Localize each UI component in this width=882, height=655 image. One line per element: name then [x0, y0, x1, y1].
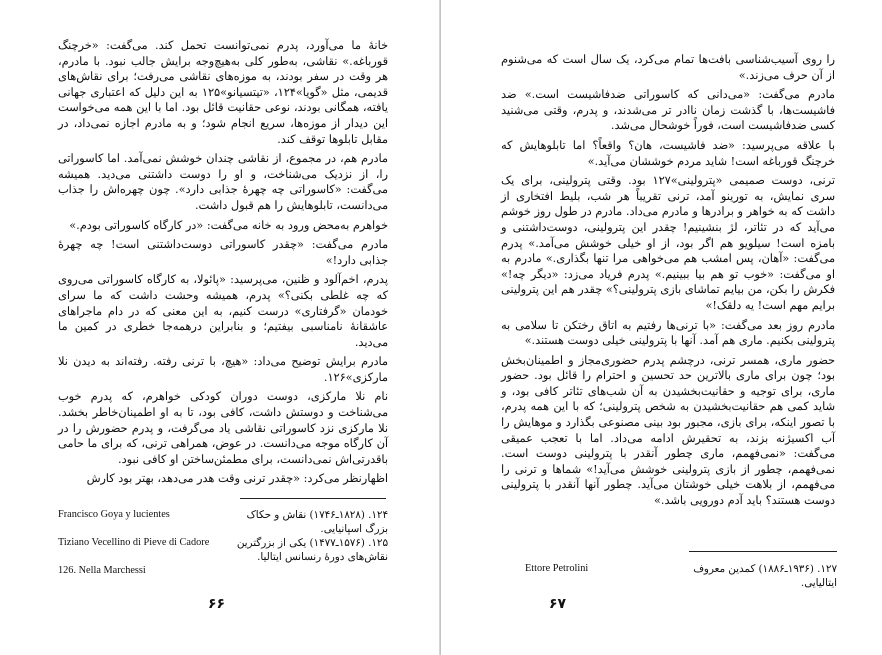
left-paragraph: مادرم هم، در مجموع، از نقاشی چندان خوشش نمی‌آمد. اما کاسوراتی را، از نزدیک می‌شناخت، و او را دوست داشتنی می‌دید. همیشه می‌گفت: «کاسوراتی چه چهرهٔ جذابی دارد». چون چهره‌اش را جذاب می‌دانست، تابلوهایش را هم قبول داشت.	[58, 152, 388, 212]
right-paragraph: ترنی، دوست صمیمی «پترولینی»۱۲۷ بود. وقتی پترولینی، برای یک سری نمایش، به تورینو آمد، ترنی تقریباً هر شب، بلیط افتخاری از داشت که به خواهر و برادرها و مادرم می‌داد. مادرم در طول روز خوشم می‌آید که در تئاتر، لژ بنشینیم! چقدر این پترولینی، دوست‌داشتنی و بامزه است! سیلویو هم اگر بود، از او خیلی خوشش می‌آمد.» پدرم می‌گفت: «آهان، پس امشب هم می‌خواهی مرا تنها بگذاری.» مادرم به او می‌گفت: «خوب تو هم بیا ببینیم.» پدرم فریاد می‌زد: «دیگر چه!» فکرش را بکن، من بیایم تماشای بازی پترولینی؟» چقدر هم این پترولینی برایم مهم است! یه دلقک!»	[501, 174, 835, 312]
right-paragraph: مادرم روز بعد می‌گفت: «با ترنی‌ها رفتیم به اتاق رختکن تا سلامی به پترولینی بکنیم. ماری هم آمد. آنها با پترولینی خیلی دوست هستند.»	[501, 318, 835, 348]
page-number-right: ۶۷	[549, 596, 567, 612]
left-paragraph: مادرم می‌گفت: «چقدر کاسوراتی دوست‌داشتنی است! چه چهرهٔ جذابی دارد!»	[58, 238, 388, 267]
footnote-divider	[240, 498, 386, 499]
left-paragraph: خواهرم به‌محض ورود به خانه می‌گفت: «در کارگاه کاسوراتی بودم.»	[69, 218, 388, 232]
right-page	[441, 0, 882, 655]
footnote-divider	[689, 551, 837, 552]
left-paragraph: اظهارنظر می‌کرد: «چقدر ترنی وقت هدر می‌دهد، بهتر بود کارش	[86, 472, 388, 486]
right-paragraph: را روی آسیب‌شناسی بافت‌ها تمام می‌کرد، یک سال است که می‌شنوم از آن حرف می‌زند.»	[501, 53, 835, 82]
left-paragraph: خانهٔ ما می‌آورد، پدرم نمی‌توانست تحمل کند. می‌گفت: «خرچنگ قورباغه.» نقاشی، به‌طور کلی به‌هیچ‌وجه برایش جالب نبود. با مادرم، هر وقت در سفر بودند، به موزه‌های نقاشی می‌رفت؛ برای نقاش‌های قدیمی، مثل «گویا»۱۲۴، «تیتسیانو»۱۲۵ به این دلیل که اعتباری جهانی یافته، همگانی بودند، نوعی حقانیت قائل بود. اما با این همه می‌خواست این دیدار از موزه‌ها، سریع انجام شود؛ و به مادرم اجازه نمی‌داد، در مقابل تابلوها توقف کند.	[58, 39, 388, 146]
right-page-body	[501, 52, 835, 513]
footnote-125-persian: ۱۲۵. (۱۵۷۶ـ۱۴۷۷) یکی از بزرگترین نقاش‌های دورهٔ رنسانس ایتالیا.	[236, 537, 388, 563]
right-paragraph: مادرم می‌گفت: «می‌دانی که کاسوراتی ضدفاشیست است.» ضد فاشیست‌ها، با گذشت زمان ناادر تر می‌شدند، و پدرم، وقتی می‌شنید کسی ضدفاشیست است، فوراً خوشحال می‌شد.	[501, 88, 835, 133]
left-paragraph: مادرم برایش توضیح می‌داد: «هیچ، با ترنی رفته. رفته‌اند به دیدن نلا مارکزی»۱۲۶.	[58, 355, 388, 384]
right-paragraph: حضور ماری، همسر ترنی، درچشم پدرم حضوری‌مجاز و اطمینان‌بخش بود؛ چون برای ماری بالاترین حد تحسین و احترام را قائل بود. حضور ماری، برای توجیه و حقانیت‌بخشیدن به آن شب‌های تئاتر کافی بود، و شاید کمی هم حقانیت‌بخشیدن به شخص پترولینی؛ که با این همه پدرم، با تصور اینکه، برای بازی، مجبور بود بینی مصنوعی بگذارد و موهایش را آب اکسیژنه بزند، به تحقیرش ادامه می‌داد. اما با تعجب عمیقی می‌گفت: «نمی‌فهمم، ماری چطور آنقدر با پترولینی دوست است. نمی‌فهمم، چطور از بازی پترولینی خوشش می‌آید!» شماها و ترنی را می‌فهمم، از بلاهت خیلی خوشتان می‌آید. چطور آنها آنقدر با پترولینی دوست هستند؟ باید آدم دورویی باشد.»	[501, 353, 835, 508]
footnote-127-latin: Ettore Petrolini	[525, 563, 589, 574]
left-page-body	[58, 38, 388, 491]
left-paragraph: پدرم، اخم‌آلود و ظنین، می‌پرسید: «پائولا، به کارگاه کاسوراتی می‌روی که چه غلطی بکنی؟» پدرم، همیشه وحشت داشت که ما سرای خودمان «گرفتاری» درست کنیم، به این معنی که در دام ماجراهای عاشقانهٔ نامناسبی بیفتیم؛ و بنابراین درهمه‌جا خطری در کمین ما می‌دید.	[58, 273, 388, 349]
footnote-126-latin: 126. Nella Marchessi	[58, 565, 146, 576]
left-paragraph: نام نلا مارکزی، دوست دوران کودکی خواهرم، که پدرم خوب می‌شناخت و دوستش داشت، کافی بود، تا به او اطمینان‌خاطر بخشد. نلا مارکزی نزد کاسوراتی نقاشی یاد می‌گرفت، و پدرم حضورش را در آن کارگاه موجه می‌دانست. در عوض، همراهی ترنی، که برای ما حامی باقدرتی‌اش نمی‌دانست، برای مطمئن‌ساختن او کافی نبود.	[58, 390, 388, 466]
right-paragraph: با علاقه می‌پرسید: «ضد فاشیست، هان؟ واقعاً؟ اما تابلوهایش که خرچنگ قورباغه است! شاید مردم خوششان می‌آید.»	[501, 138, 835, 168]
footnote-125-latin: Tiziano Vecellino di Pieve di Cadore	[58, 537, 210, 548]
footnote-124-persian: ۱۲۴. (۱۸۲۸ـ۱۷۴۶) نقاش و حکاک بزرگ اسپانیایی.	[246, 509, 388, 535]
footnote-127-persian: ۱۲۷. (۱۹۳۶ـ۱۸۸۶) کمدین معروف ایتالیایی.	[693, 563, 837, 589]
page-number-left: ۶۶	[208, 596, 226, 612]
footnote-124-latin: Francisco Goya y lucientes	[58, 509, 170, 520]
